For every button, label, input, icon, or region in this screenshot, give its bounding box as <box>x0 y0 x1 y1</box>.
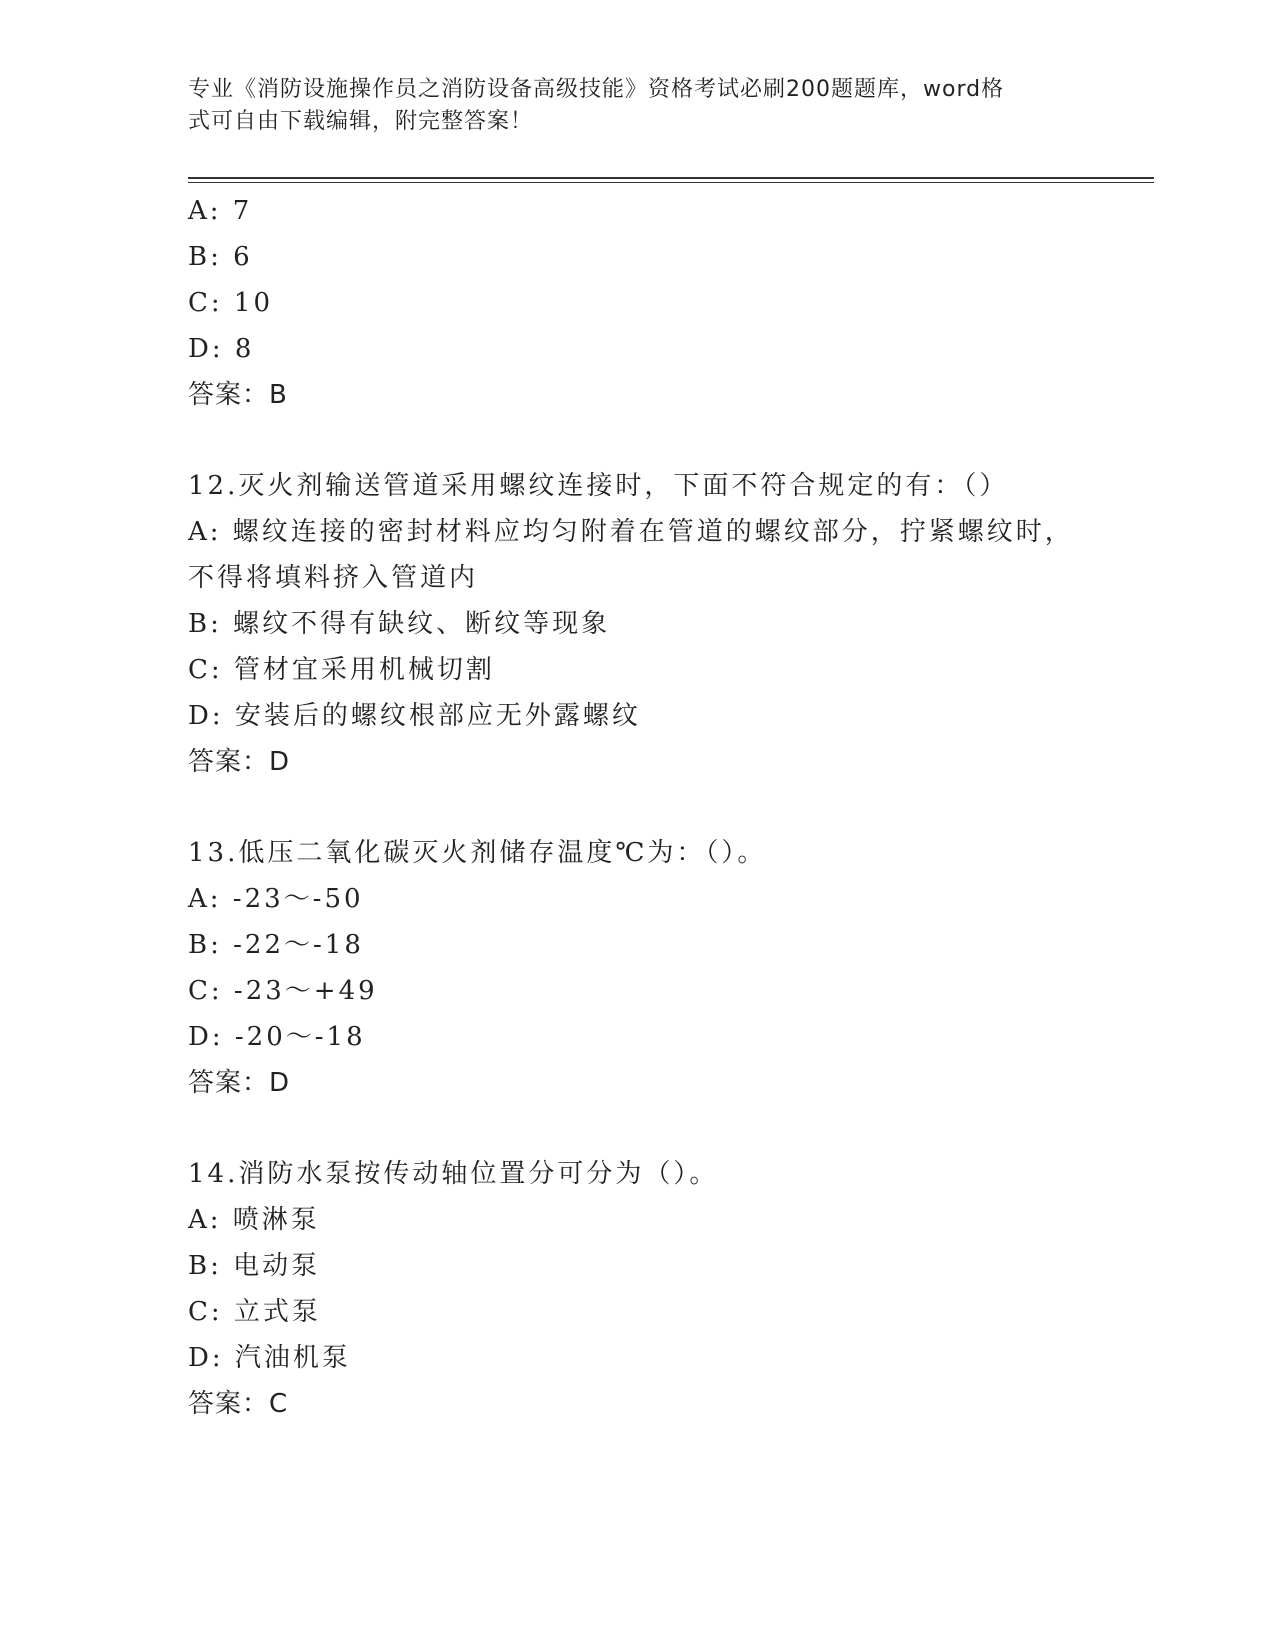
header-line-2: 式可自由下载编辑，附完整答案！ <box>188 109 534 134</box>
answer-line: 答案：C <box>188 1389 289 1419</box>
option-c: C: 10 <box>188 288 274 318</box>
option-c: C: 管材宜采用机械切割 <box>188 655 495 685</box>
option-b: B: 螺纹不得有缺纹、断纹等现象 <box>188 609 611 639</box>
question-list <box>188 188 1088 1427</box>
option-a-continued: 不得将填料挤入管道内 <box>188 563 479 593</box>
header-divider-thin <box>188 182 1154 183</box>
option-d: D: 8 <box>188 334 255 364</box>
question-11-options <box>188 188 1088 418</box>
spacer <box>188 418 1088 463</box>
header-divider-thick <box>188 177 1154 179</box>
option-b: B: -22～-18 <box>188 930 364 960</box>
document-header <box>188 74 1068 138</box>
header-line-1: 专业《消防设施操作员之消防设备高级技能》资格考试必刷200题题库，word格 <box>188 77 1005 102</box>
spacer <box>188 1106 1088 1151</box>
option-b: B: 6 <box>188 242 253 272</box>
spacer <box>188 785 1088 830</box>
option-a: A: -23～-50 <box>188 884 364 914</box>
question-text: 14.消防水泵按传动轴位置分可分为（）。 <box>188 1159 719 1189</box>
option-a: A: 喷淋泵 <box>188 1205 320 1235</box>
option-d: D: 安装后的螺纹根部应无外露螺纹 <box>188 701 641 731</box>
option-b: B: 电动泵 <box>188 1251 321 1281</box>
option-a: A: 螺纹连接的密封材料应均匀附着在管道的螺纹部分，拧紧螺纹时， <box>188 517 1074 547</box>
option-a: A: 7 <box>188 196 253 226</box>
question-14 <box>188 1151 1088 1427</box>
answer-line: 答案：D <box>188 1068 291 1098</box>
question-13 <box>188 830 1088 1106</box>
option-c: C: -23～+49 <box>188 976 378 1006</box>
option-d: D: 汽油机泵 <box>188 1343 351 1373</box>
option-c: C: 立式泵 <box>188 1297 321 1327</box>
question-text: 12.灭火剂输送管道采用螺纹连接时，下面不符合规定的有：（） <box>188 471 1009 501</box>
answer-line: 答案：D <box>188 747 291 777</box>
option-d: D: -20～-18 <box>188 1022 366 1052</box>
question-12 <box>188 463 1088 785</box>
question-text: 13.低压二氧化碳灭火剂储存温度℃为：（）。 <box>188 838 767 868</box>
answer-line: 答案：B <box>188 380 288 410</box>
